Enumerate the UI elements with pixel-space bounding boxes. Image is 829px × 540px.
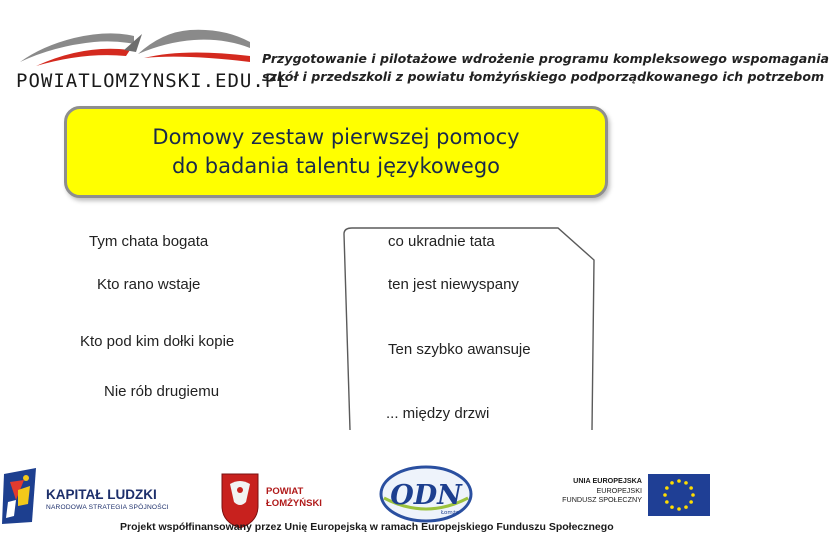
odn-logo-icon [381, 467, 471, 521]
eu-star [689, 500, 693, 504]
eu-star [665, 486, 669, 490]
project-title-line2: szkół i przedszkoli z powiatu łomżyńskiego podporządkowanego ich potrzebom [262, 69, 825, 84]
proverb-left-2: Kto rano wstaje [97, 276, 201, 293]
site-logo-graphic [14, 22, 254, 72]
eu-star [670, 505, 674, 509]
eu-label-line3: FUNDUSZ SPOŁECZNY [562, 495, 642, 504]
eu-flag-icon [648, 474, 710, 516]
eu-star [663, 493, 667, 497]
eu-star [670, 481, 674, 485]
eu-label-line2: EUROPEJSKI [596, 485, 642, 495]
proverb-left-3: Kto pod kim dołki kopie [80, 333, 235, 350]
kapital-ludzki-icon [2, 468, 36, 524]
eu-star [689, 486, 693, 490]
powiat-name-line1: POWIAT [266, 486, 304, 497]
slide-title-line1: Domowy zestaw pierwszej pomocy [152, 125, 520, 149]
powiat-coat-of-arms-icon [222, 474, 258, 528]
eu-label-line1: UNIA EUROPEJSKA [573, 476, 642, 485]
eu-star [691, 493, 695, 497]
proverb-right-1: co ukradnie tata [388, 233, 495, 250]
proverb-left-4: Nie rób drugiemu [104, 383, 220, 400]
project-title [262, 50, 829, 86]
cofinancing-note: Projekt współfinansowany przez Unię Europejską w ramach Europejskiego Funduszu Społecznego [120, 521, 614, 533]
eu-star [684, 481, 688, 485]
slide-title-box [64, 106, 608, 198]
project-title-line1: Przygotowanie i pilotażowe wdrożenie programu kompleksowego wspomagania [262, 51, 829, 66]
kapital-ludzki-title: KAPITAŁ LUDZKI [46, 487, 157, 502]
eu-star [665, 500, 669, 504]
slide-title-line2: do badania talentu językowego [171, 154, 501, 178]
eu-star [677, 507, 681, 511]
proverb-right-4: ... między drzwi [386, 405, 490, 422]
kapital-ludzki-subtitle: NARODOWA STRATEGIA SPÓJNOŚCI [46, 504, 169, 511]
eu-fund-label [548, 476, 642, 505]
powiat-name [266, 486, 322, 510]
powiat-name-line2: ŁOMŻYŃSKI [266, 498, 322, 509]
eu-star [684, 505, 688, 509]
proverb-right-2: ten jest niewyspany [388, 276, 519, 293]
site-logo-text[interactable]: POWIATLOMZYNSKI.EDU.PL [16, 70, 290, 92]
eu-star [677, 479, 681, 483]
odn-logo-subtext: Łomża [440, 510, 460, 516]
proverb-left-1: Tym chata bogata [89, 233, 209, 250]
proverb-right-3: Ten szybko awansuje [388, 341, 531, 358]
odn-logo-text: ODN [390, 480, 462, 511]
